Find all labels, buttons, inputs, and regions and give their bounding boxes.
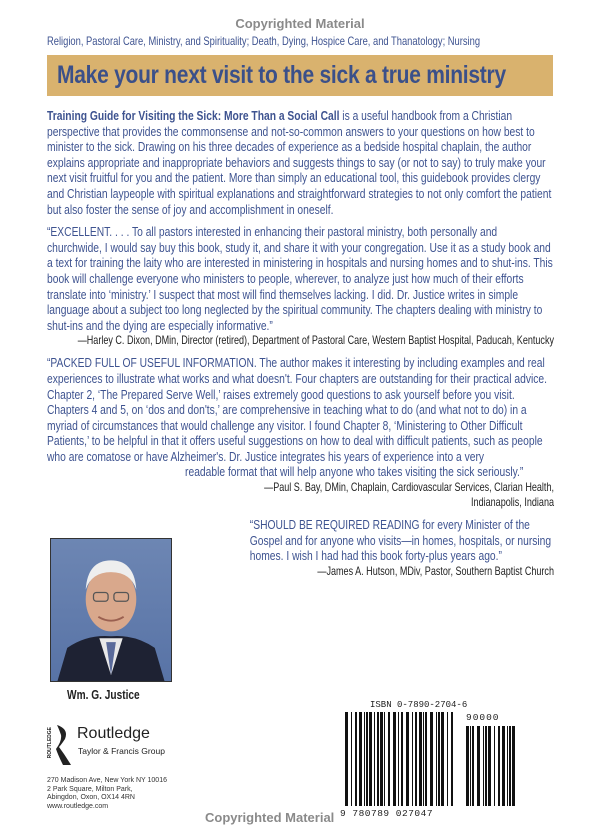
price-code: 90000 <box>466 712 500 723</box>
barcode-bar <box>466 726 469 806</box>
barcode-bar <box>401 712 403 806</box>
barcode-bar <box>438 712 440 806</box>
barcode-bar <box>502 726 505 806</box>
barcode-bar <box>507 726 508 806</box>
barcode-bar <box>477 726 480 806</box>
barcode-bar <box>415 712 417 806</box>
headline-banner <box>47 55 553 96</box>
headline-text: Make your next visit to the sick a true ministry <box>57 61 506 89</box>
text-column <box>47 108 554 579</box>
publisher-name: Routledge <box>77 725 150 742</box>
barcode-bar <box>374 712 375 806</box>
copyright-watermark-top: Copyrighted Material <box>235 16 365 31</box>
barcode-bar <box>351 712 352 806</box>
isbn-barcode <box>345 712 457 806</box>
price-barcode <box>466 726 516 806</box>
barcode-bar <box>451 712 453 806</box>
publisher-website: www.routledge.com <box>47 802 109 810</box>
book-title: Training Guide for Visiting the Sick: More Than a Social Call <box>47 108 340 123</box>
description-body: is a useful handbook from a Christian perspective that provides the commonsense and not-so-common answers to your questions on how best to minister to the sick. Drawing on his three decades of experience as a bedside hospital chaplain, the author explains appropriate and inappropriate behaviors and suggests things to say (or not to say) to truly make your next visit fruitful for you and the patient. More than simply an educational tool, this guidebook provides clergy and Christian laypeople with spiritual explanations and straightforward strategies to not only comfort the patient but also foster the sense of joy and accomplishment in oneself. <box>47 108 552 217</box>
barcode-bar <box>423 712 424 806</box>
barcode-bar <box>406 712 409 806</box>
copyright-watermark-bottom: Copyrighted Material <box>205 810 335 825</box>
barcode-bar <box>419 712 422 806</box>
publisher-logo-side-text: ROUTLEDGE <box>47 727 53 759</box>
barcode-bar <box>498 726 500 806</box>
address-line: 2 Park Square, Milton Park, <box>47 785 133 793</box>
barcode-bar <box>412 712 413 806</box>
barcode-bar <box>369 712 372 806</box>
address-line: 270 Madison Ave, New York NY 10016 <box>47 777 167 784</box>
quote-2-end: readable format that will help anyone who takes visiting the sick seriously.” <box>185 464 524 480</box>
quote-3-attribution: —James A. Hutson, MDiv, Pastor, Southern Baptist Church <box>317 564 554 578</box>
category-line: Religion, Pastoral Care, Ministry, and Spirituality; Death, Dying, Hospice Care, and Thanatology; Nursing <box>47 34 481 48</box>
quote-3: “SHOULD BE REQUIRED READING for every Minister of the Gospel and for anyone who visits—in homes, hospitals, or nursing homes. I wish I had had this book forty-plus years ago.” <box>249 517 552 564</box>
barcode-bar <box>509 726 511 806</box>
barcode-bar <box>447 712 448 806</box>
barcode-bar <box>345 712 348 806</box>
quote-1: “EXCELLENT. . . . To all pastors interested in enhancing their pastoral ministry, both personally and churchwide, I would say buy this book, study it, and share it with your congregation. Use it as a study book and a text for training the laity who are interested in ministering in hospitals and nursing homes and to shut-ins. This book will challenge everyone who ministers to people, wherever, to analyze just how much of their efforts translate into ‘ministry.’ I suspect that most will find themselves lacking. I did. Dr. Justice writes in simple language about a subject too long neglected by the spiritual community. The chapters dealing with ministry to shut-ins and the dying are especially informative.” <box>47 224 553 333</box>
publisher-logo <box>47 725 197 765</box>
barcode-bar <box>512 726 515 806</box>
routledge-logo-icon <box>55 725 73 765</box>
author-photo <box>50 538 172 682</box>
barcode-bar <box>425 712 427 806</box>
book-description <box>47 108 554 217</box>
barcode-bar <box>436 712 437 806</box>
barcode-bar <box>364 712 365 806</box>
quote-3-block <box>250 517 554 579</box>
barcode-bar <box>483 726 484 806</box>
barcode-bar <box>384 712 385 806</box>
quote-2: “PACKED FULL OF USEFUL INFORMATION. The author makes it interesting by including examples and real experiences to illustrate what works and what doesn't. Four chapters are outstanding for their practical advice. Chapter 2, ‘The Prepared Serve Well,’ raises extremely good questions to ask yourself before you visit. Chapters 4 and 5, on ‘dos and don'ts,’ are comprehensive in teaching what to do (and what not to do) in a myriad of circumstances that would challenge any visitor. I found Chapter 8, ‘Ministering to Other Difficult Patients,’ to be helpful in that it offers useful suggestions on how to deal with difficult patients, such as people who are comatose or have Alzheimer's. Dr. Justice integrates his years of experience into a very <box>47 355 547 464</box>
barcode-bar <box>398 712 399 806</box>
barcode-bar <box>388 712 390 806</box>
barcode-bar <box>494 726 495 806</box>
quote-2-attribution-location: Indianapolis, Indiana <box>471 496 554 510</box>
barcode-bar <box>359 712 362 806</box>
barcode-bar <box>366 712 368 806</box>
barcode-bar <box>441 712 444 806</box>
quote-2-attribution: —Paul S. Bay, DMin, Chaplain, Cardiovascular Services, Clarian Health, <box>264 481 554 495</box>
publisher-group: Taylor & Francis Group <box>78 746 165 756</box>
barcode-bar <box>472 726 474 806</box>
author-caption: Wm. G. Justice <box>67 687 140 702</box>
barcode-bar <box>485 726 487 806</box>
barcode-bar <box>393 712 396 806</box>
barcode-bar <box>355 712 357 806</box>
publisher-address <box>47 777 167 811</box>
ean-number: 9 780789 027047 <box>340 808 434 819</box>
barcode-bar <box>377 712 379 806</box>
isbn-label: ISBN 0-7890-2704-6 <box>370 700 468 710</box>
barcode-bar <box>470 726 471 806</box>
barcode-bar <box>430 712 433 806</box>
quote-1-attribution: —Harley C. Dixon, DMin, Director (retired), Department of Pastoral Care, Western Baptist Hospital, Paducah, Kentucky <box>77 334 555 348</box>
barcode-bar <box>488 726 491 806</box>
barcode-bar <box>380 712 383 806</box>
address-line: Abingdon, Oxon, OX14 4RN <box>47 794 135 801</box>
